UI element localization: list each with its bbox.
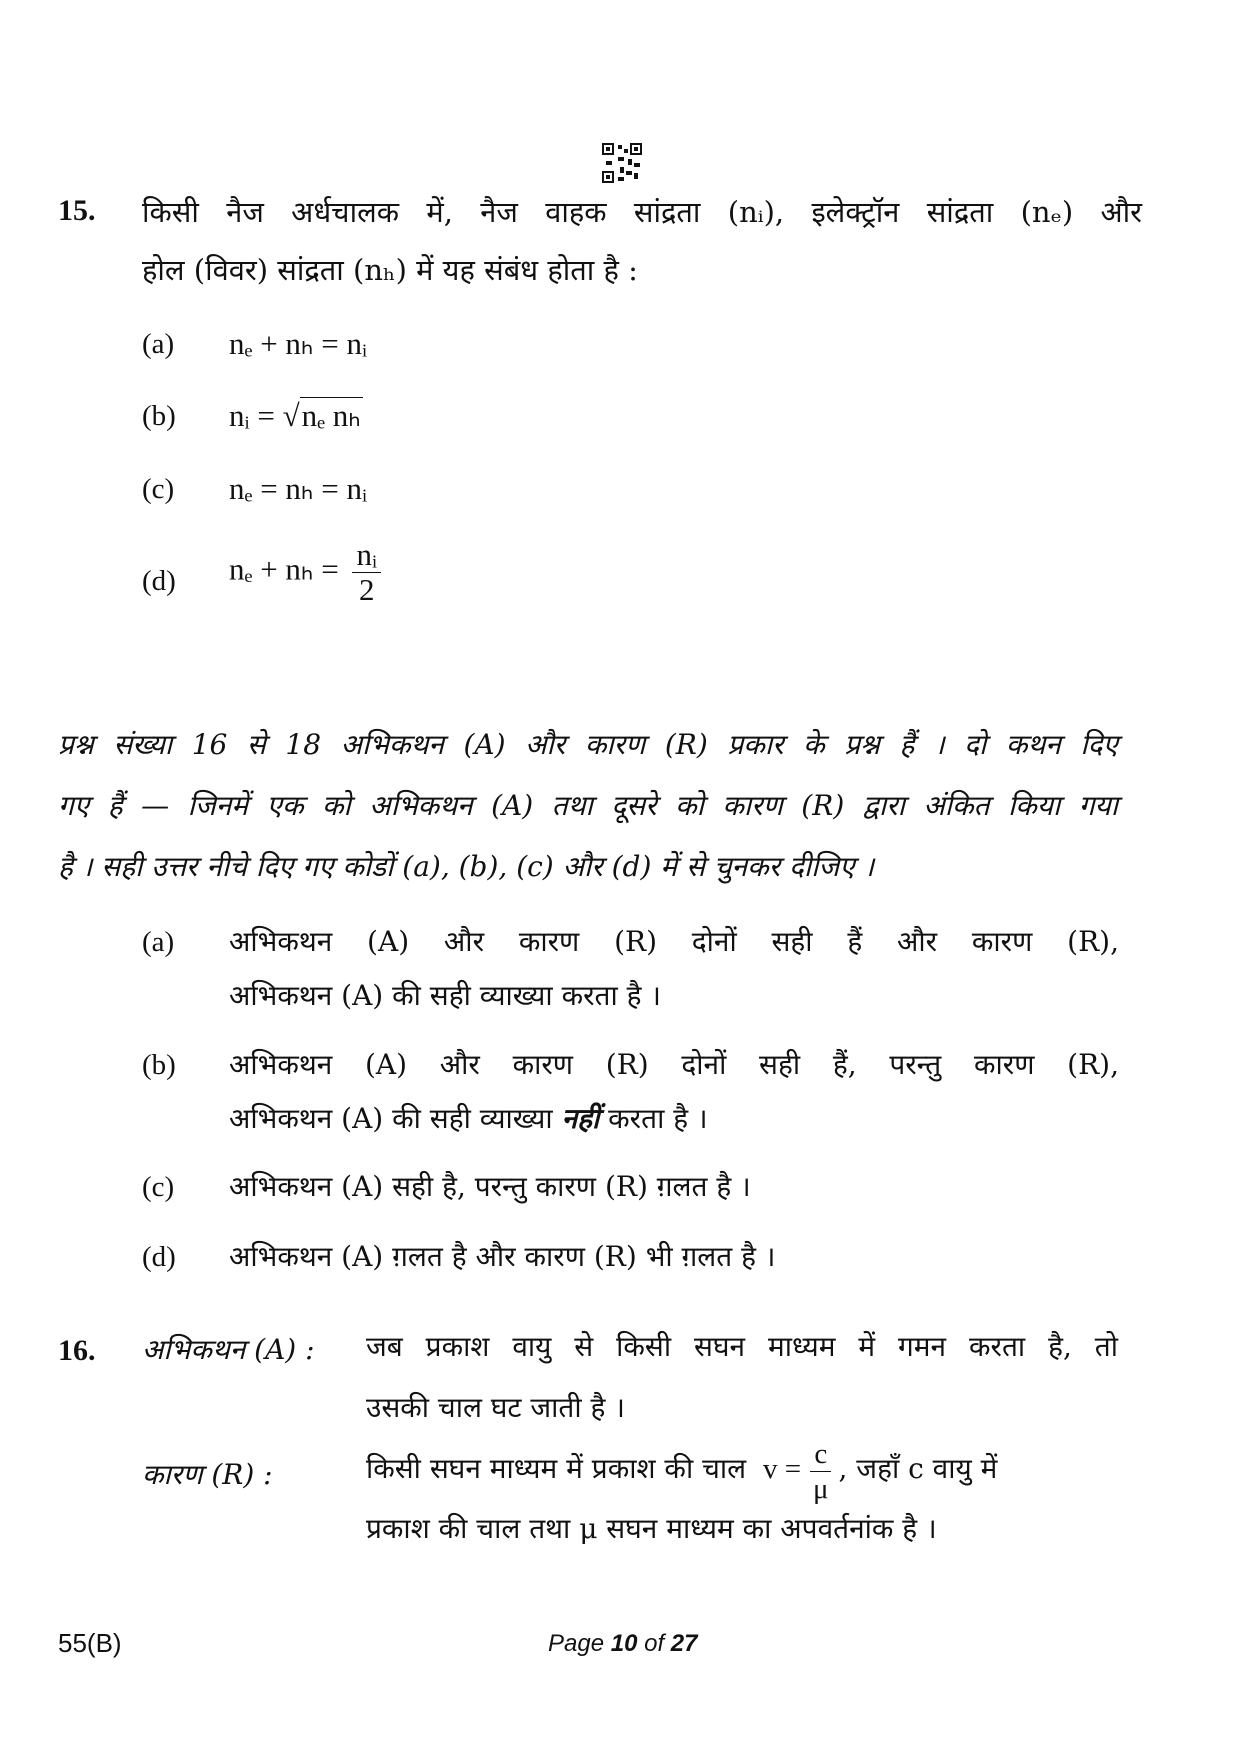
reason-text-part: किसी सघन माध्यम में प्रकाश की चाल — [366, 1452, 747, 1486]
question-text-line: किसी नैज अर्धचालक में, नैज वाहक सांद्रता (nᵢ), इलेक्ट्रॉन सांद्रता (nₑ) और — [142, 195, 1142, 229]
code-text-line: अभिकथन (A) सही है, परन्तु कारण (R) ग़लत है । — [229, 1170, 751, 1203]
instruction-line: गए हैं — जिनमें एक को अभिकथन (A) तथा दूसरे को कारण (R) द्वारा अंकित किया गया — [58, 789, 1118, 822]
code-label: (b) — [142, 1049, 176, 1081]
option-formula: nₑ = nₕ = nᵢ — [229, 471, 368, 506]
fraction-numerator: c — [810, 1437, 831, 1472]
reason-text-line: प्रकाश की चाल तथा μ सघन माध्यम का अपवर्तनांक है । — [366, 1512, 937, 1545]
code-label: (c) — [142, 1171, 175, 1203]
code-label: (d) — [142, 1241, 176, 1273]
question-number: 15. — [58, 194, 96, 227]
formula-lhs: nₑ + nₕ = — [229, 551, 339, 587]
option-label: (a) — [142, 328, 175, 360]
assertion-text-line: उसकी चाल घट जाती है । — [366, 1391, 625, 1424]
formula-lhs: v = — [763, 1453, 802, 1486]
code-label: (a) — [142, 926, 175, 958]
option-label: (d) — [142, 565, 176, 597]
option-label: (b) — [142, 400, 176, 432]
reason-label: कारण (R) : — [142, 1458, 273, 1491]
fraction — [810, 1437, 831, 1506]
option-formula — [229, 538, 381, 607]
question-number: 16. — [58, 1334, 96, 1367]
qr-code-icon — [602, 143, 642, 183]
code-text-part: अभिकथन (A) की सही व्याख्या — [229, 1102, 553, 1135]
question-text-line: होल (विवर) सांद्रता (nₕ) में यह संबंध होता है : — [142, 253, 638, 287]
fraction-numerator: nᵢ — [352, 538, 381, 573]
fraction-denominator: μ — [813, 1473, 829, 1505]
assertion-text-line: जब प्रकाश वायु से किसी सघन माध्यम में गमन करता है, तो — [366, 1330, 1118, 1363]
speed-formula — [763, 1438, 838, 1505]
fraction-denominator: 2 — [358, 572, 375, 607]
reason-text-line — [366, 1437, 1126, 1506]
instruction-line: है । सही उत्तर नीचे दिए गए कोडों (a), (b), (c) और (d) में से चुनकर दीजिए । — [58, 850, 875, 883]
paper-code: 55(B) — [58, 1628, 122, 1658]
code-text-line: अभिकथन (A) की सही व्याख्या करता है । — [229, 979, 662, 1012]
code-text-line: अभिकथन (A) और कारण (R) दोनों सही हैं, परन्तु कारण (R), — [229, 1048, 1119, 1081]
code-text-line: अभिकथन (A) और कारण (R) दोनों सही हैं और कारण (R), — [229, 925, 1119, 958]
assertion-label: अभिकथन (A) : — [142, 1333, 315, 1366]
emphasis-not: नहीं — [561, 1102, 600, 1135]
code-text-line: अभिकथन (A) ग़लत है और कारण (R) भी ग़लत है । — [229, 1240, 776, 1273]
instruction-line: प्रश्न संख्या 16 से 18 अभिकथन (A) और कारण (R) प्रकार के प्रश्न हैं । दो कथन दिए — [58, 728, 1118, 761]
page-number: 10 — [610, 1630, 638, 1657]
page-prefix: Page — [548, 1630, 605, 1657]
radicand: nₑ nₕ — [301, 398, 361, 433]
page-of: of — [644, 1630, 665, 1657]
page-indicator — [548, 1630, 698, 1658]
code-text-part: करता है । — [608, 1102, 708, 1135]
option-formula — [229, 398, 363, 434]
reason-text-part: , जहाँ c वायु में — [838, 1452, 998, 1486]
option-label: (c) — [142, 473, 175, 505]
code-text-line — [229, 1092, 1119, 1146]
square-root: √nₑ nₕ — [282, 398, 361, 433]
formula-lhs: nᵢ = — [229, 398, 275, 433]
option-formula: nₑ + nₕ = nᵢ — [229, 326, 368, 361]
page-total: 27 — [670, 1630, 698, 1657]
fraction — [352, 538, 381, 607]
